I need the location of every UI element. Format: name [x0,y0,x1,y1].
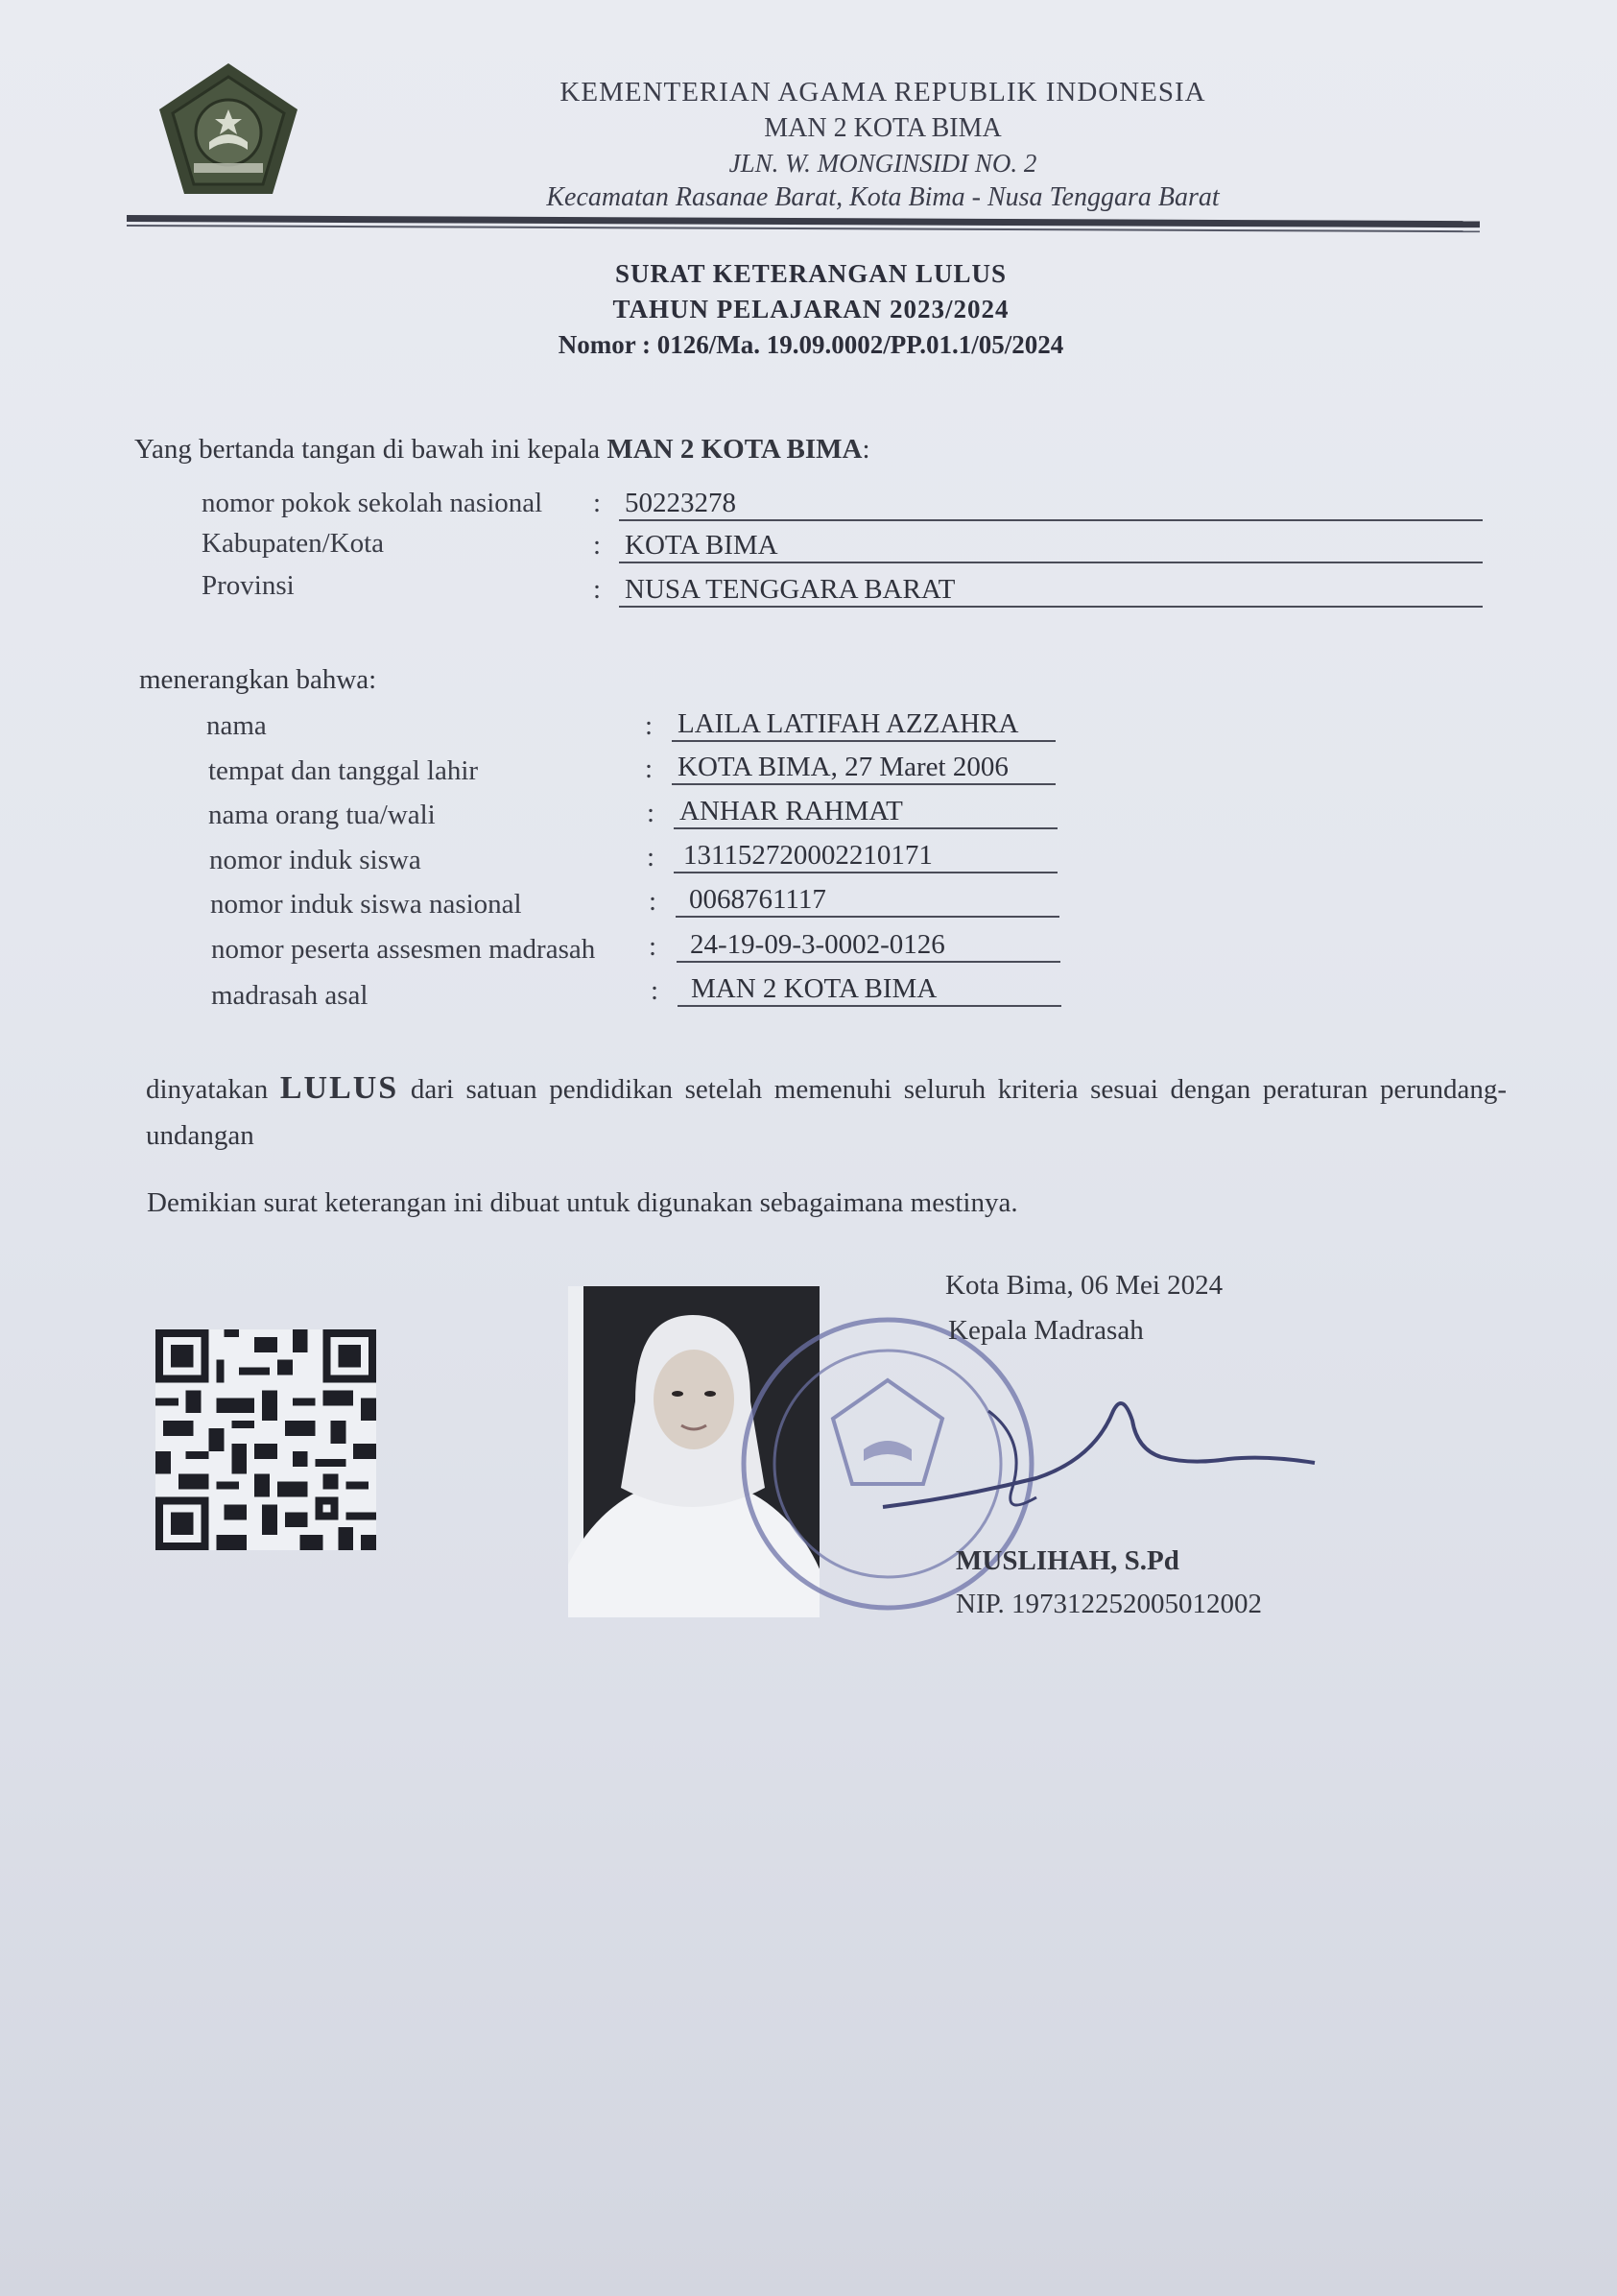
school-province-label: Provinsi [202,570,295,601]
student-name-label: nama [206,710,267,741]
signature-position: Kepala Madrasah [948,1315,1144,1346]
ministry-emblem-logo [152,60,305,203]
colon: : [647,842,655,873]
verdict-post: dari satuan pendidikan setelah memenuhi seluruh kriteria sesuai dengan peraturan perundang-undangan [146,1074,1508,1151]
student-assessment-label: nomor peserta assesmen madrasah [211,934,596,965]
colon: : [647,798,655,828]
school-npsn-label: nomor pokok sekolah nasional [202,488,543,518]
student-birth-value: KOTA BIMA, 27 Maret 2006 [672,752,1056,785]
intro-statement [134,434,870,466]
student-birth-label: tempat dan tanggal lahir [208,755,479,786]
student-name-value: LAILA LATIFAH AZZAHRA [672,708,1056,742]
school-province-value: NUSA TENGGARA BARAT [619,574,1483,608]
colon: : [593,574,602,605]
header-district: Kecamatan Rasanae Barat, Kota Bima - Nusa Tenggara Barat [546,182,1220,212]
colon: : [649,886,657,917]
closing-statement: Demikian surat keterangan ini dibuat untuk digunakan sebagaimana mestinya. [147,1187,1018,1218]
verdict-status: LULUS [279,1070,399,1106]
header-address: JLN. W. MONGINSIDI NO. 2 [728,149,1037,178]
header-school: MAN 2 KOTA BIMA [764,113,1002,143]
signature-nip: NIP. 197312252005012002 [956,1589,1263,1619]
signature-name: MUSLIHAH, S.Pd [956,1545,1179,1576]
school-npsn-value: 50223278 [619,488,1483,521]
qr-code-icon [151,1329,381,1550]
student-parent-label: nama orang tua/wali [208,800,436,830]
student-assessment-value: 24-19-09-3-0002-0126 [677,929,1060,963]
student-nis-label: nomor induk siswa [209,845,421,875]
signature-place-date: Kota Bima, 06 Mei 2024 [945,1270,1224,1301]
student-nisn-value: 0068761117 [676,884,1059,918]
school-city-value: KOTA BIMA [619,530,1483,563]
states-label: menerangkan bahwa: [139,664,377,695]
document-number: Nomor : 0126/Ma. 19.09.0002/PP.01.1/05/2024 [558,330,1064,359]
verdict-paragraph [146,1065,1507,1159]
colon: : [593,530,602,561]
verdict-pre: dinyatakan [146,1074,269,1105]
student-parent-value: ANHAR RAHMAT [674,796,1058,829]
colon: : [593,488,602,518]
colon: : [649,931,657,962]
school-city-label: Kabupaten/Kota [202,528,385,559]
colon: : [645,753,654,784]
colon: : [651,975,659,1006]
document-title: SURAT KETERANGAN LULUS [614,259,1008,288]
intro-prefix: Yang bertanda tangan di bawah ini kepala [134,434,601,465]
signature-scribble [844,1382,1324,1536]
intro-school: MAN 2 KOTA BIMA [606,434,863,465]
student-nisn-label: nomor induk siswa nasional [210,889,522,920]
student-origin-label: madrasah asal [211,980,369,1011]
header-ministry: KEMENTERIAN AGAMA REPUBLIK INDONESIA [559,77,1206,108]
student-nis-value: 131152720002210171 [674,840,1058,873]
academic-year: TAHUN PELAJARAN 2023/2024 [612,295,1010,323]
colon: : [645,710,654,741]
student-origin-value: MAN 2 KOTA BIMA [678,973,1061,1007]
intro-suffix: : [862,434,870,465]
